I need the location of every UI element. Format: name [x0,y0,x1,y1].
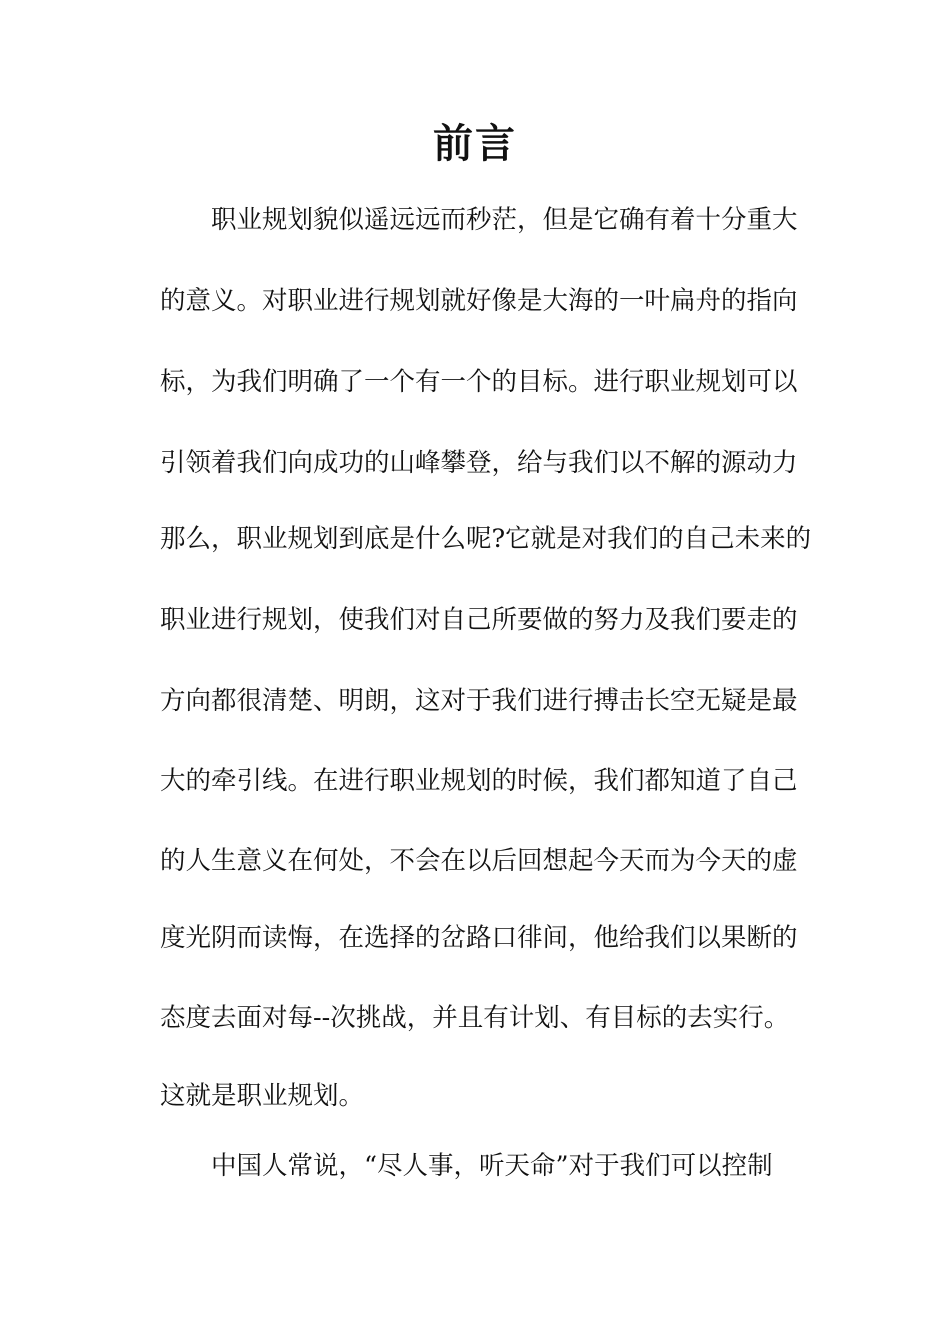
paragraph-line: 度光阴而读悔，在选择的岔路口徘间，他给我们以果断的 [160,923,798,953]
paragraph-line: 这就是职业规划。 [160,1081,365,1111]
paragraph-line: 职业规划貌似遥远远而秒茫，但是它确有着十分重大 [211,205,798,235]
paragraph-line: 标，为我们明确了一个有一个的目标。进行职业规划可以 [160,367,798,397]
paragraph-line: 的人生意义在何处，不会在以后回想起今天而为今天的虚 [160,846,798,876]
paragraph-line: 引领着我们向成功的山峰攀登，给与我们以不解的源动力 [160,448,798,478]
page-title: 前言 [433,121,517,167]
paragraph-line: 态度去面对每--次挑战，并且有计划、有目标的去实行。 [160,1003,790,1033]
paragraph-line: 大的牵引线。在进行职业规划的时候，我们都知道了自己 [160,766,798,796]
paragraph-line: 那么，职业规划到底是什么呢?它就是对我们的自己未来的 [160,524,812,554]
paragraph-line: 中国人常说，“尽人事，听天命”对于我们可以控制 [211,1151,773,1181]
paragraph-line: 职业进行规划，使我们对自己所要做的努力及我们要走的 [160,605,798,635]
paragraph-line: 的意义。对职业进行规划就好像是大海的一叶扁舟的指向 [160,286,798,316]
paragraph-line: 方向都很清楚、明朗，这对于我们进行搏击长空无疑是最 [160,686,798,716]
